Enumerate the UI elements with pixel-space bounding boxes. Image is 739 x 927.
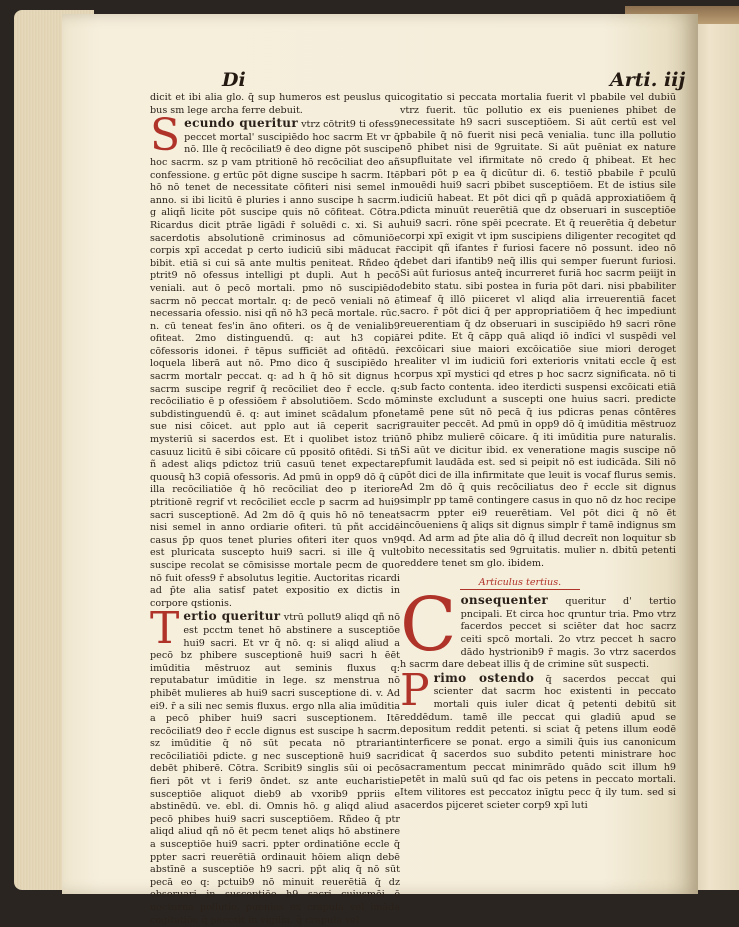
question-heading: ertio queritur (183, 609, 281, 624)
left-column (150, 92, 400, 926)
paragraph-text: vtrz cōtrit9 ti ofess9 peccet mortal' suscipiēdo hoc sacrm Et vr q̄ nō. Ille q̄ recōciliat9 ē deo digne pōt suscipe hoc sacrm. sz p vam ptritionē hō recōciliat deo añ confessione. g ertūc pōt digne suscipe h sacrm. Itē hō nō tenet de necessitate cōfiteri nisi semel in anno. si ibi licitū ē pluries i anno suscipe h sacrm. g aliqñ licite pōt suscipe quis nō cōfiteat. Cōtra. Ricardus dicit ptrāe ligādi r̄ soluēdi c. xi. Si au sacerdotis absolutionē criminosus ad cōmuniōe corpis xpī accedat p certo iudiciū sibi māducat r̄ bibit. etiā si cui sā ante multis peniteat. Rñdeo q̄ ptrit9 nō ofessus intelligi pt dupli. Aut h pecō veniali. aut ō pecō mortali. pmo nō suscipiēdo sacrm nō peccat mortalr. q: de pecō veniali nō ē necessaria ofessio. nisi qñ nō h3 pecā mortale. rūc. n. cū teneat fes'in āno ofiteri. os q̄ de venialib9 ofiteat. 2mo distinguendū. q: aut h3 copiā cōfessoris idonei. r̄ tēpus sufficiēt ad ofitēdū. r̄ loquela liberā aut nō. Pmo dico q̄ suscipiēdo h sacrm mortalr peccat. q: ad h q̄ hō sit dignus h sacrm suscipe regrif q̄ recōciliet deo r̄ eccle. q: recōciliatio ē p ofessiōem r̄ absolutiōem. Scdo mō subdistinguendū ē. q: aut iminet scādalum pfone sue nisi cōicet. aut pplo aut iā ceperit sacri mysteriū si sacerdos est. Et i quolibet istoz triū casuuz licitū ē sibi cōicare cū ppositō ofitēdi. Si tn̄ ñ adest aliqs pdictoz triū casuū tenet expectare quousq̄ h3 copiā ofessoris. Ad pmū in opp9 dō q̄ cū illa recōciliatiōe q̄ hō recōciliat deo p iteriore ptritionē regrif vt recōciliet eccle p sacrm ad hui9 sacri susceptionē. Ad 2m dō q̄ quis hō nō teneat nisi semel in anno ordiarie ofiteri. tū pñt accidē casus p̄p quos tenet pluries ofiteri iter quos vn9 est pluricata suscepto hui9 sacri. si ille q̄ vult suscipe recolat se cōmisisse mortale pecm de quo nō fuit ofess9 r̄ absolutus legitie. Auctoritas ricardi ad p̄te alia satisf patet expositio ex dictis in corpore qstionis. (150, 119, 400, 609)
right-column (400, 92, 676, 862)
question-heading: rimo ostendo (433, 670, 535, 685)
question-heading: onsequenter (460, 593, 549, 608)
paragraph (150, 110, 400, 610)
paragraph (150, 603, 400, 927)
header-right: Arti. iij (610, 69, 686, 91)
red-initial: T (150, 603, 180, 655)
article-heading: Articulus tertius. (460, 577, 580, 591)
paragraph: cogitatio si peccata mortalia fuerit vl pbabile vel dubiū vtrz fuerit. tūc pollutio ex eis puenienes phibet de necessitate h9 sacri susceptiōem. Si aūt certū est vel pbabile q̄ nō fuerit nisi pecā venialia. tunc illa pollutio nō phibet nisi de 9gruitate. Si aūt puēniat ex nature supfluitate vel ifirmitate nō credo q̄ phibeat. Et hec pbari pōt p ea q̄ dicūtur di. 6. testiō pbabile r̄ pculū mouēdi hui9 sacri pbibet susceptiōem. Et de istius sile iudiciū habeat. Et pōt dici qñ p quādā approxiatiōem q̄ pdicta minuūt reuerētiā que dz obseruari in susceptiōe hui9 sacri. rōne spēi pcecrate. Et q̄ reuerētia q̄ debetur corpi xpī exigit vt ipm suscipiens diligenter recogitet qd accipit qñ ifantes r̄ furiosi facere nō possunt. ideo nō debet dari ifantib9 neq̄ illis qui semper fuerunt furiosi. Si aūt furiosus anteq̄ incurreret furiā hoc sacrm peiijt in debito statu. sibi postea in furia pōt dari. nisi pbabiliter timeaf q̄ illō piiceret vl aliqd alia irreuerentiā facet sacro. r̄ pōt dici q̄ per appropriatiōem q̄ hec impediunt reuerentiam q̄ dz obseruari in suscipiēdo h9 sacri rōne rei pdite. Et q̄ cāpp quā aliqd iō indīci vl suspēdi vel excōicari siue maiori excōicatiōe siue miori deroget realiter vl im iudiciū fori exterioris vnitati eccle q̄ est corpus xpī mystici qd etres p hoc sacrz significata. nō ti sub facto contenta. ideo iterdicti suspensi excōicati etiā minste excludunt a suscepti one huius sacri. predicte tamē pene sūt nō pecā q̄ ius pdicras penas cōntēres grauiter peccēt. Ad pmū in opp9 dō q̄ imūditia mēstruoz nō phibz mulierē cōicare. q̄ iti imūditia pure naturalis. Si aūt ve dicitur ibid. ex veneratione magis suscipe nō pfumit laudāda est. sed si peipit nō est iudicāda. Sili nō pōt dici de illa infirmitate que leuit is vocaf flurus semis. Ad 2m dō q̄ quis recōciliatus deo r̄ eccle sit dignus simplr pp tamē contingere casus in quo nō dz hoc recipe sacrm ppter ei9 reuerētiam. Vel pōt dici q̄ nō ēt incōueniens q̄ aliqs sit dignus simplr r̄ tamē indignus sm qd. Ad arm ad p̄te alia dō q̄ illud decreīt non loquitur sb obito necessitatis sed 9gruitatis. mulier n. dbitū petenti reddere tenet sm glo. ibidem. (400, 92, 676, 569)
paragraph: dicit et ibi alia glo. q̄ sup humeros est peuslus qui bus sm lege archa ferre debuit. (150, 92, 400, 116)
red-initial: P (400, 664, 430, 716)
red-initial: C (400, 582, 457, 669)
header-left: Di (222, 69, 246, 91)
paragraph (400, 664, 676, 813)
paragraph-text: q̄ sacerdos peccat qui scienter dat sacrm hoc existenti in peccato mortali quis iuler dicat q̄ petenti debitū sit reddēdum. tamē ille peccat qui gladiū apud se depositum reddit petenti. si sciat q̄ petens illum eodē interficere se ponat. ergo a simili q̄uis ius canonicum dicat q̄ sacerdos suo subdito petenti ministrare hoc sacramentum peccat minimrādo quādo scit illum h9 petēt in malū suū qd fac ois petens in peccato mortali. Item vilitores est peccatoz inīgtu pecc q̄ ily tum. sed si sacerdos pijceret scieter corp9 xpī luti (400, 673, 676, 811)
red-initial: S (150, 110, 181, 162)
question-heading: ecundo queritur (184, 116, 298, 131)
paragraph-text: queritur d' tertio pncipali. Et circa hoc qruntur tria. Pmo vtrz facerdos peccet si sciēter dat hoc sacrz ceiti spcō mortali. 2o vtrz peccet h sacro dādo hystrionib9 r̄ magis. 3o vtrz sacerdos h sacrm dare debeat illis q̄ de crimine sūt suspecti. (400, 596, 676, 671)
paragraph-text: vtrū pollut9 aliqd qñ nō est pcctm tenet hō abstinere a susceptiōe hui9 sacri. Et vr q̄ nō. q: si aliqd aliud a pecō bz phibere susceptionē hui9 sacri h ēēt imūditia mēstruoz aut seminis fluxus q: reputabatur imūditie in lege. sz menstrua nō phibēt mulieres ab hui9 sacri susceptione di. v. Ad ei9. r̄ a sili nec semis fluxus. ergo nlla alia imūditia a pecō phiber hui9 sacri susceptionem. Itē recōciliat9 deo r̄ eccle dignus est suscipe h sacrm. sz imūditie q̄ nō sūt pecata nō ptrariant recōciliatiōi pdicte. g nec susceptionē hui9 sacri debēt phiberē. Cōtra. Scribit9 singlis sūi oi pecō fieri pōt vt i feri9 ōndet. sz ante eucharistie susceptiōe aliquot dieb9 ab vxorib9 ppriis e abstinēdū. ve. ebl. di. Omnis hō. g aliqd aliud a pecō phibes hui9 sacri susceptiōem. Rñdeo q̄ ptr aliqd aliud qñ nō ēt pecm tenet aliqs hō abstinere a susceptiōe hui9 sacri. ppter ordinatiōne eccle q̄ ppter sacri reuerētiā ordinauit hōiem aliqn debē abstīnē a susceptiōe h9 sacri. pp̄t aliq q̄ nō sūt pecā eo q: pctuib9 nō minuit reuerētiā q̄ dz obseruari in susceptiōe h9 sacri cuiusmōi ē nocturna pollutio. puenies ex crapula vel imāda cogitatiōe q̄ peccsit in vigilia. q̄ crapula vel (150, 612, 400, 926)
